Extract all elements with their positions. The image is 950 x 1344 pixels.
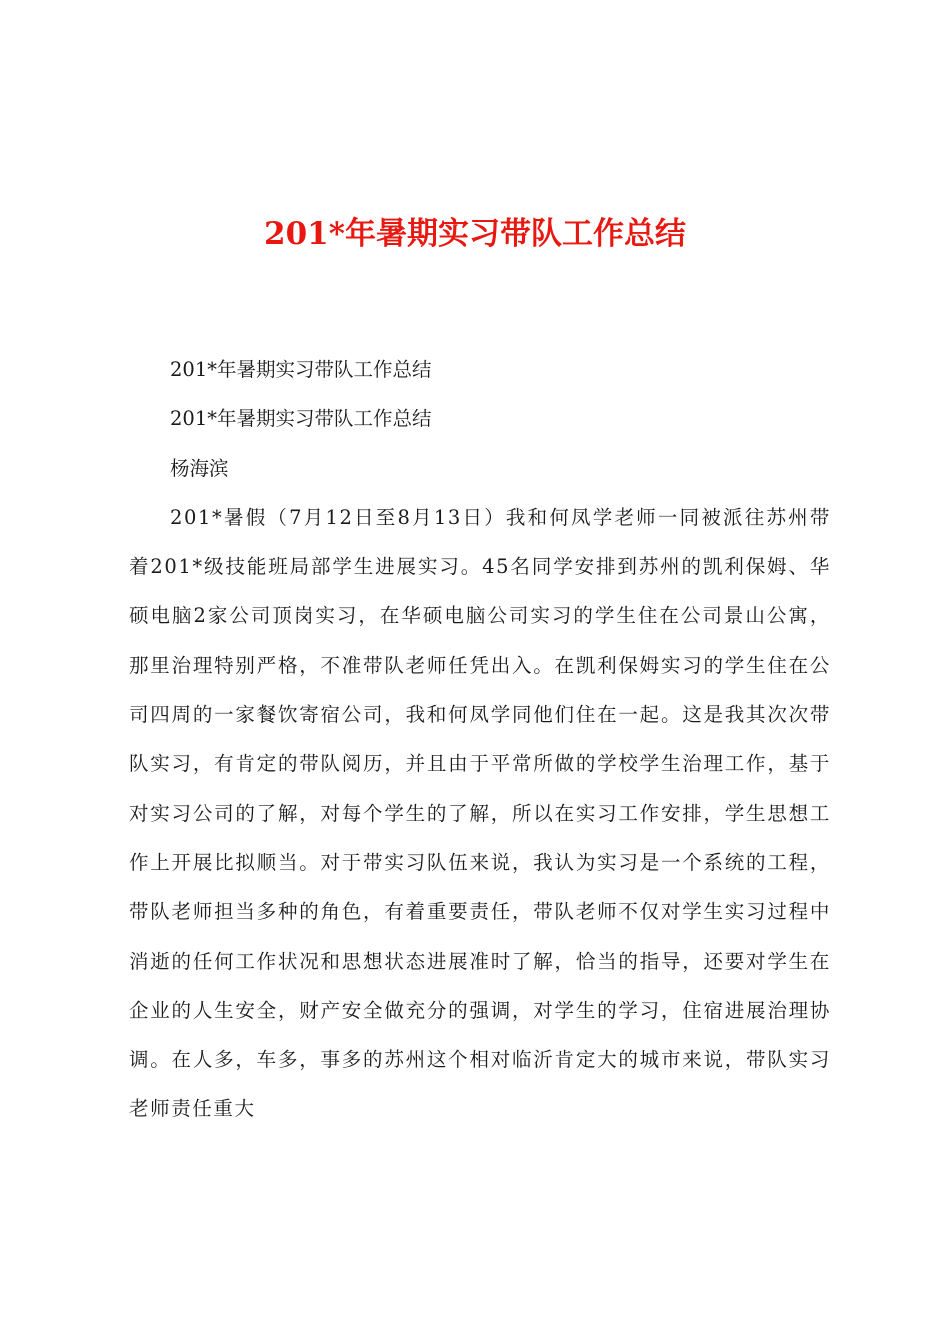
subtitle-line-1: 201*年暑期实习带队工作总结 [170, 358, 432, 381]
body-paragraph: 201*暑假（7月12日至8月13日）我和何凤学老师一同被派往苏州带着201*级技能班局部学生进展实习。45名同学安排到苏州的凯利保姆、华硕电脑2家公司顶岗实习，在华硕电脑公司实习的学生住在公司景山公寓，那里治理特别严格，不准带队老师任凭出入。在凯利保姆实习的学生住在公司四周的一家餐饮寄宿公司，我和何凤学同他们住在一起。这是我其次次带队实习，有肯定的带队阅历，并且由于平常所做的学校学生治理工作，基于对实习公司的了解，对每个学生的了解，所以在实习工作安排，学生思想工作上开展比拟顺当。对于带实习队伍来说，我认为实习是一个系统的工程，带队老师担当多种的角色，有着重要责任，带队老师不仅对学生实习过程中消逝的任何工作状况和思想状态进展准时了解，恰当的指导，还要对学生在企业的人生安全，财产安全做充分的强调，对学生的学习，住宿进展治理协调。在人多，车多，事多的苏州这个相对临沂肯定大的城市来说，带队实习老师责任重大 [129, 505, 831, 1121]
subtitle-line-2: 201*年暑期实习带队工作总结 [170, 407, 432, 431]
document-body [129, 345, 831, 1134]
document-title: 201*年暑期实习带队工作总结 [264, 216, 686, 252]
author-name: 杨海滨 [170, 456, 229, 480]
